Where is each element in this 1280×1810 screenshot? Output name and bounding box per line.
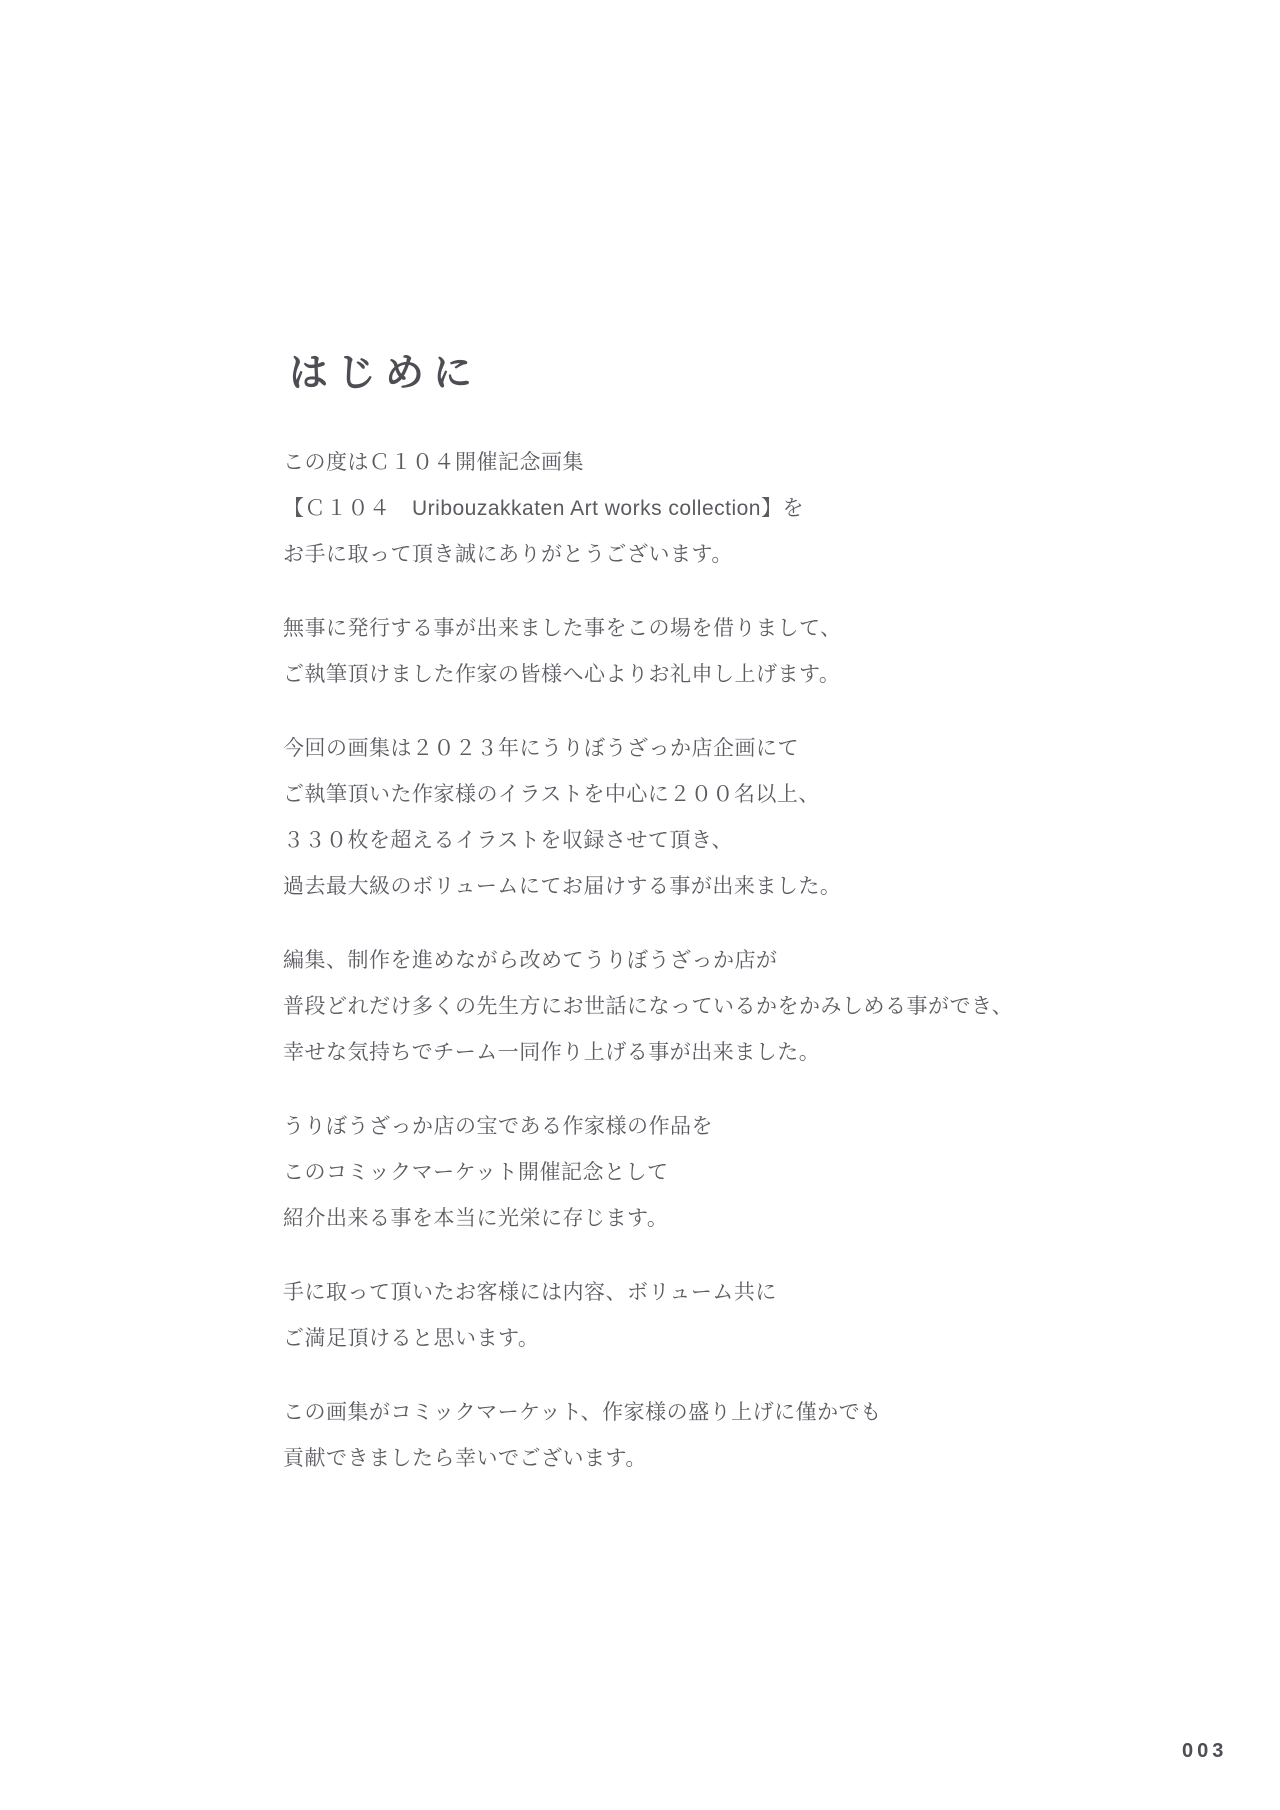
text-line: 貢献できましたら幸いでございます。 (283, 1447, 647, 1470)
text-line: 紹介出来る事を本当に光栄に存じます。 (283, 1207, 669, 1230)
paragraph-editing (283, 938, 1143, 1076)
paragraph-treasure (283, 1104, 1143, 1242)
paragraph-satisfaction (283, 1270, 1143, 1362)
body-text (283, 440, 1143, 1482)
text-line: 幸せな気持ちでチーム一同作り上げる事が出来ました。 (283, 1041, 821, 1064)
paragraph-thanks (283, 606, 1143, 698)
text-line: 無事に発行する事が出来ました事をこの場を借りまして、 (283, 617, 842, 640)
text-line: この度はＣ１０４開催記念画集 (283, 451, 584, 474)
page-number: 003 (1182, 1740, 1228, 1762)
text-line: このコミックマーケット開催記念として (283, 1161, 669, 1184)
text-line: うりぼうざっか店の宝である作家様の作品を (283, 1115, 713, 1138)
text-line: ご満足頂けると思います。 (283, 1327, 540, 1350)
text-line: 【Ｃ１０４ Uribouzakkaten Art works collection】を (283, 497, 804, 520)
page-title: はじめに (289, 352, 482, 395)
text-line: ご執筆頂けました作家の皆様へ心よりお礼申し上げます。 (283, 663, 841, 686)
paragraph-volume (283, 726, 1143, 910)
text-line: 普段どれだけ多くの先生方にお世話になっているかをかみしめる事ができ、 (283, 995, 1014, 1018)
text-line: 手に取って頂いたお客様には内容、ボリューム共に (283, 1281, 777, 1304)
text-line: ご執筆頂いた作家様のイラストを中心に２００名以上、 (283, 783, 820, 806)
paragraph-intro (283, 440, 1143, 578)
text-line: 編集、制作を進めながら改めてうりぼうざっか店が (283, 949, 778, 972)
text-line: 今回の画集は２０２３年にうりぼうざっか店企画にて (283, 737, 799, 760)
text-line: 過去最大級のボリュームにてお届けする事が出来ました。 (283, 875, 842, 898)
paragraph-closing (283, 1390, 1143, 1482)
text-line: この画集がコミックマーケット、作家様の盛り上げに僅かでも (283, 1401, 882, 1424)
text-line: ３３０枚を超えるイラストを収録させて頂き、 (283, 829, 734, 852)
text-line: お手に取って頂き誠にありがとうございます。 (283, 543, 733, 566)
